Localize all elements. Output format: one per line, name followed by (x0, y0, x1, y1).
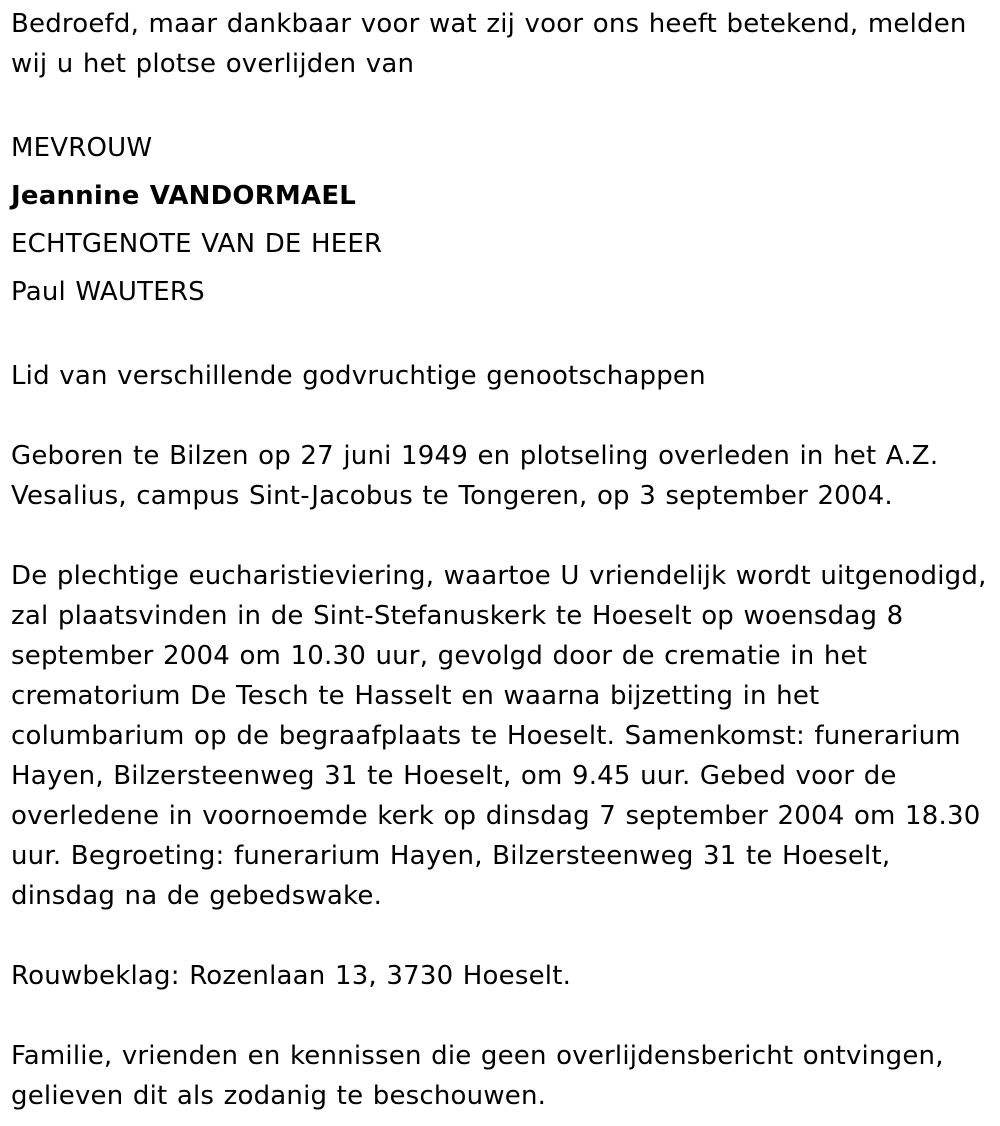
spouse-title: ECHTGENOTE VAN DE HEER (11, 229, 383, 259)
spouse-name: Paul WAUTERS (11, 277, 205, 307)
membership-text: Lid van verschillende godvruchtige genootschappen (11, 361, 706, 391)
intro-text: Bedroefd, maar dankbaar voor wat zij voor ons heeft betekend, melden wij u het plotse overlijden van (11, 9, 967, 79)
honorific: MEVROUW (11, 133, 153, 163)
deceased-name: Jeannine VANDORMAEL (11, 181, 357, 211)
closing-text: Familie, vrienden en kennissen die geen overlijdensbericht ontvingen, gelieven dit als zodanig te beschouwen. (11, 1041, 944, 1111)
name-block (11, 124, 990, 316)
condolence-address: Rouwbeklag: Rozenlaan 13, 3730 Hoeselt. (11, 961, 572, 991)
ceremony-text: De plechtige eucharistieviering, waartoe U vriendelijk wordt uitgenodigd, zal plaatsvinden in de Sint-Stefanuskerk te Hoeselt op woensdag 8 september 2004 om 10.30 uur, gevolgd door de crematie in het crematorium De Tesch te Hasselt en waarna bijzetting in het columbarium op de begraafplaats te Hoeselt. Samenkomst: funerarium Hayen, Bilzersteenweg 31 te Hoeselt, om 9.45 uur. Gebed voor de overledene in voornoemde kerk op dinsdag 7 september 2004 om 18.30 uur. Begroeting: funerarium Hayen, Bilzersteenweg 31 te Hoeselt, dinsdag na de gebedswake. (11, 561, 987, 911)
birth-death-text: Geboren te Bilzen op 27 juni 1949 en plotseling overleden in het A.Z. Vesalius, campus Sint-Jacobus te Tongeren, op 3 september 2004. (11, 441, 939, 511)
